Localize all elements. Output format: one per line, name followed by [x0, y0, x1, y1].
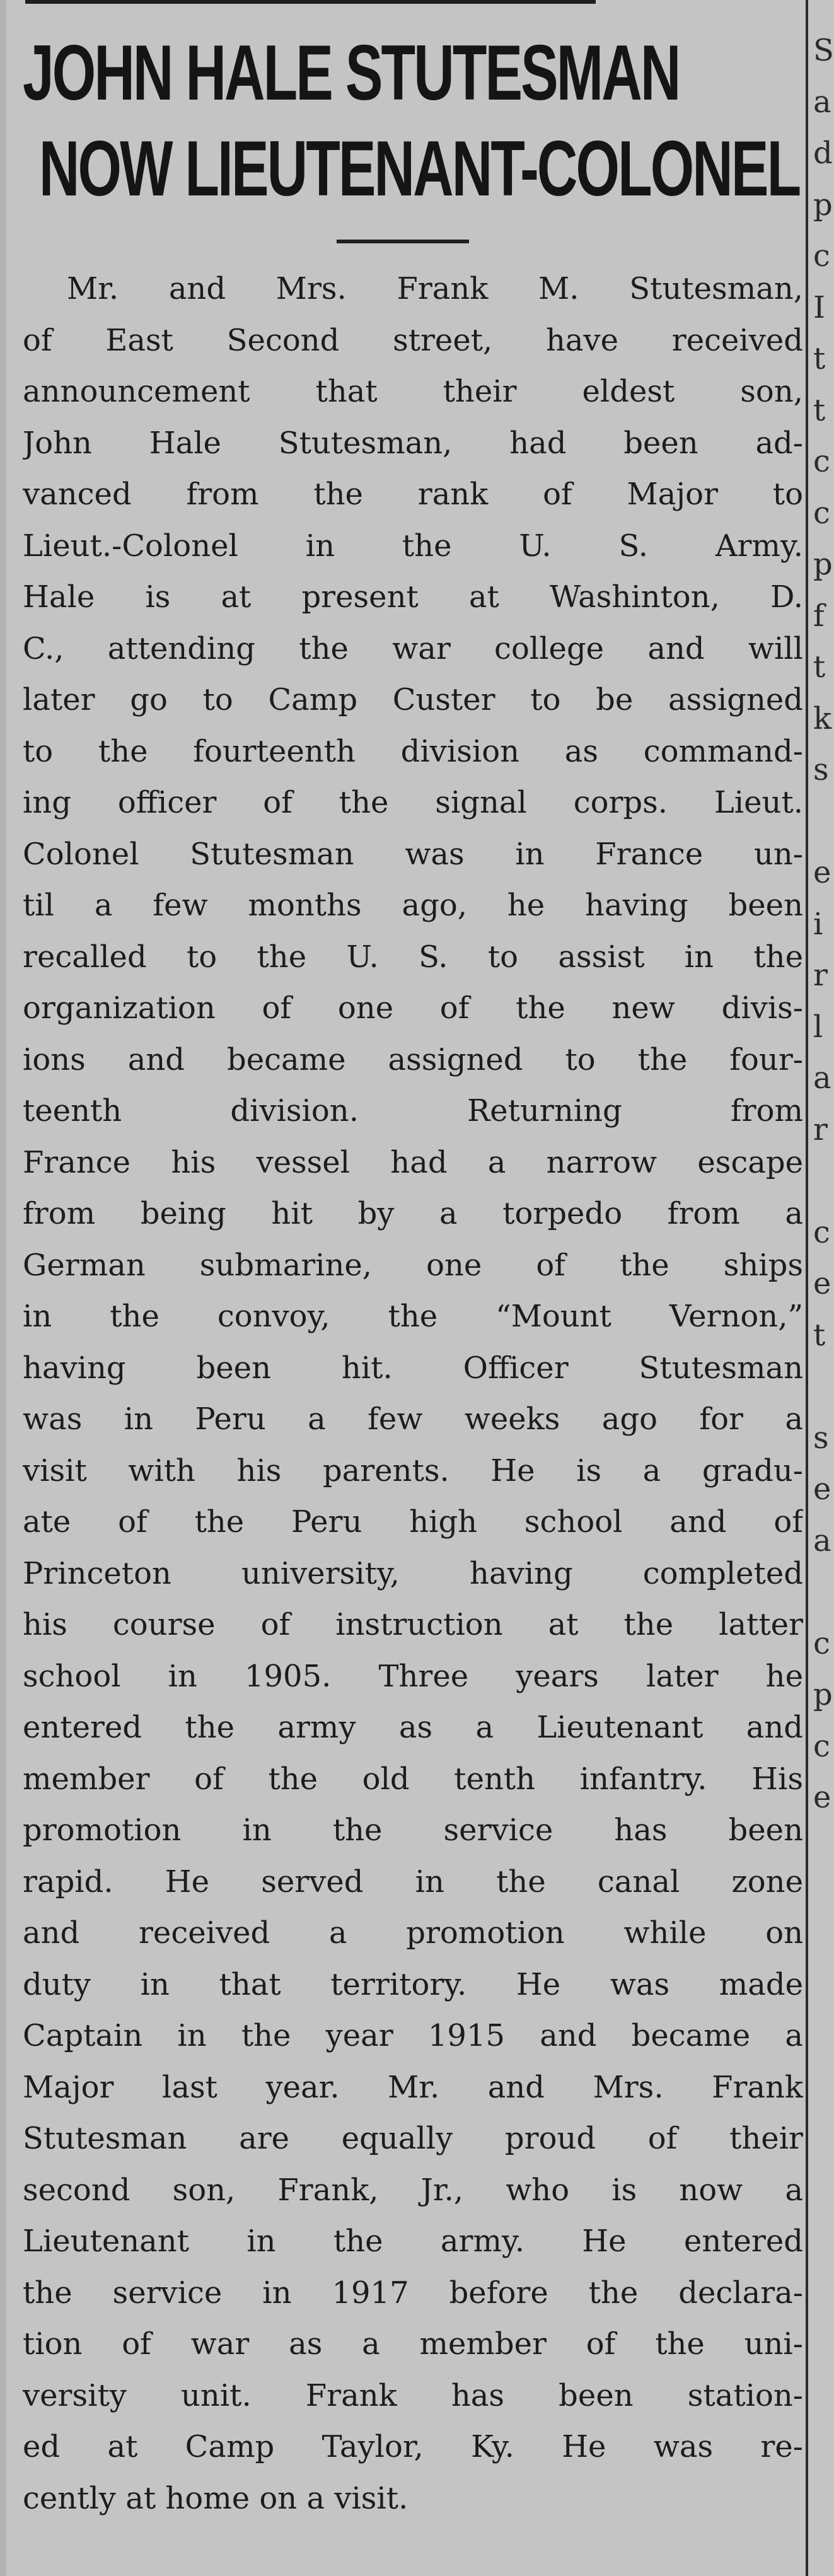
article-line: entered the army as a Lieutenant and — [23, 1710, 803, 1745]
article-line: announcement that their eldest son, — [23, 374, 803, 409]
article-line: school in 1905. Three years later he — [23, 1658, 803, 1694]
article — [23, 25, 803, 2572]
adjacent-column-letter — [813, 1927, 834, 1978]
adjacent-column-letter: t — [813, 1317, 826, 1353]
adjacent-column-letter — [813, 1978, 834, 2029]
article-line: ions and became assigned to the four- — [23, 1041, 803, 1077]
article-line: Princeton university, having completed — [23, 1555, 803, 1591]
article-line: was in Peru a few weeks ago for a — [23, 1401, 803, 1437]
article-line: member of the old tenth infantry. His — [23, 1761, 803, 1797]
adjacent-column-letter: e — [813, 1471, 831, 1507]
adjacent-column-letter — [813, 1875, 834, 1927]
adjacent-column-letter: s — [813, 1420, 829, 1456]
adjacent-column-letter: r — [813, 958, 828, 993]
adjacent-column-letter: r — [813, 1111, 828, 1147]
adjacent-column-letter: d — [813, 136, 833, 171]
article-line: teenth division. Returning from — [23, 1093, 803, 1128]
adjacent-column-letter: p — [813, 547, 833, 582]
adjacent-column-letter: S — [813, 33, 834, 68]
article-line: Major last year. Mr. and Mrs. Frank — [23, 2069, 803, 2105]
adjacent-column-letter: p — [813, 1677, 833, 1712]
article-line: ing officer of the signal corps. Lieut. — [23, 785, 803, 820]
top-column-rule — [25, 0, 596, 4]
article-line: John Hale Stutesman, had been ad- — [23, 425, 803, 461]
article-line: later go to Camp Custer to be assigned — [23, 682, 803, 717]
adjacent-column-letter: c — [813, 495, 830, 531]
adjacent-column-letter: c — [813, 1214, 830, 1250]
article-line: Stutesman are equally proud of their — [23, 2121, 803, 2156]
adjacent-column-letter: k — [813, 700, 832, 736]
article-line: Lieutenant in the army. He entered — [23, 2224, 803, 2259]
article-line: in the convoy, the “Mount Vernon,” — [23, 1299, 803, 1334]
headline-divider — [337, 240, 469, 243]
adjacent-column-letter — [813, 2235, 834, 2287]
page-left-edge — [0, 0, 6, 2576]
adjacent-column-letter: a — [813, 84, 831, 120]
adjacent-column-letter — [813, 1567, 834, 1618]
adjacent-column-fragment — [813, 25, 834, 2286]
article-line: second son, Frank, Jr., who is now a — [23, 2172, 803, 2208]
adjacent-column-letter: e — [813, 855, 831, 890]
headline — [23, 25, 803, 217]
article-line: tion of war as a member of the uni- — [23, 2326, 803, 2362]
article-line: Mr. and Mrs. Frank M. Stutesman, — [67, 271, 803, 306]
article-line: visit with his parents. He is a gradu- — [23, 1453, 803, 1488]
adjacent-column-letter — [813, 2183, 834, 2235]
adjacent-column-letter: c — [813, 1625, 830, 1661]
adjacent-column-letter: s — [813, 752, 829, 787]
article-line: til a few months ago, he having been — [23, 888, 803, 923]
article-line: organization of one of the new divis- — [23, 990, 803, 1026]
article-line: the service in 1917 before the declara- — [23, 2275, 803, 2311]
headline-line-2: NOW LIEUTENANT-COLONEL — [38, 125, 800, 212]
article-line: versity unit. Frank has been station- — [23, 2377, 803, 2413]
adjacent-column-letter — [813, 2080, 834, 2132]
adjacent-column-letter: i — [813, 906, 823, 942]
article-line: having been hit. Officer Stutesman — [23, 1350, 803, 1386]
column-divider-rule — [806, 0, 808, 2576]
adjacent-column-letter: e — [813, 1266, 831, 1301]
adjacent-column-letter: t — [813, 392, 826, 428]
article-line: Captain in the year 1915 and became a — [23, 2018, 803, 2053]
article-line: to the fourteenth division as command- — [23, 733, 803, 769]
article-line: ed at Camp Taylor, Ky. He was re- — [23, 2429, 803, 2464]
adjacent-column-letter: e — [813, 1780, 831, 1815]
article-line: C., attending the war college and will — [23, 630, 803, 666]
article-line: and received a promotion while on — [23, 1915, 803, 1951]
adjacent-column-letter: a — [813, 1060, 831, 1096]
article-line: recalled to the U. S. to assist in the — [23, 939, 803, 975]
adjacent-column-letter — [813, 796, 834, 848]
article-line: France his vessel had a narrow escape — [23, 1144, 803, 1180]
article-line: rapid. He served in the canal zone — [23, 1864, 803, 1900]
adjacent-column-letter — [813, 1824, 834, 1876]
article-line: from being hit by a torpedo from a — [23, 1196, 803, 1231]
adjacent-column-letter: a — [813, 1523, 831, 1558]
article-line: vanced from the rank of Major to — [23, 477, 803, 512]
adjacent-column-letter: I — [813, 289, 825, 325]
adjacent-column-letter — [813, 2132, 834, 2184]
article-line: promotion in the service has been — [23, 1813, 803, 1848]
adjacent-column-letter — [813, 1361, 834, 1413]
article-line: Hale is at present at Washinton, D. — [23, 579, 803, 615]
adjacent-column-letter — [813, 2029, 834, 2081]
adjacent-column-letter: l — [813, 1009, 823, 1045]
article-line: cently at home on a visit. — [23, 2480, 408, 2516]
headline-line-1: JOHN HALE STUTESMAN — [23, 30, 680, 117]
article-line: of East Second street, have received — [23, 322, 803, 358]
article-line: his course of instruction at the latter — [23, 1607, 803, 1642]
adjacent-column-letter: t — [813, 341, 826, 376]
article-body — [23, 264, 803, 2524]
adjacent-column-letter: c — [813, 1728, 830, 1764]
adjacent-column-letter: c — [813, 444, 830, 479]
adjacent-column-letter — [813, 1156, 834, 1207]
adjacent-column-letter: f — [813, 598, 825, 634]
article-line: Colonel Stutesman was in France un- — [23, 836, 803, 872]
adjacent-column-letter: p — [813, 187, 833, 223]
adjacent-column-letter: c — [813, 238, 830, 274]
adjacent-column-letter: t — [813, 649, 826, 685]
article-line: duty in that territory. He was made — [23, 1966, 803, 2002]
article-line: German submarine, one of the ships — [23, 1247, 803, 1283]
article-line: ate of the Peru high school and of — [23, 1504, 803, 1540]
article-line: Lieut.-Colonel in the U. S. Army. — [23, 528, 803, 564]
